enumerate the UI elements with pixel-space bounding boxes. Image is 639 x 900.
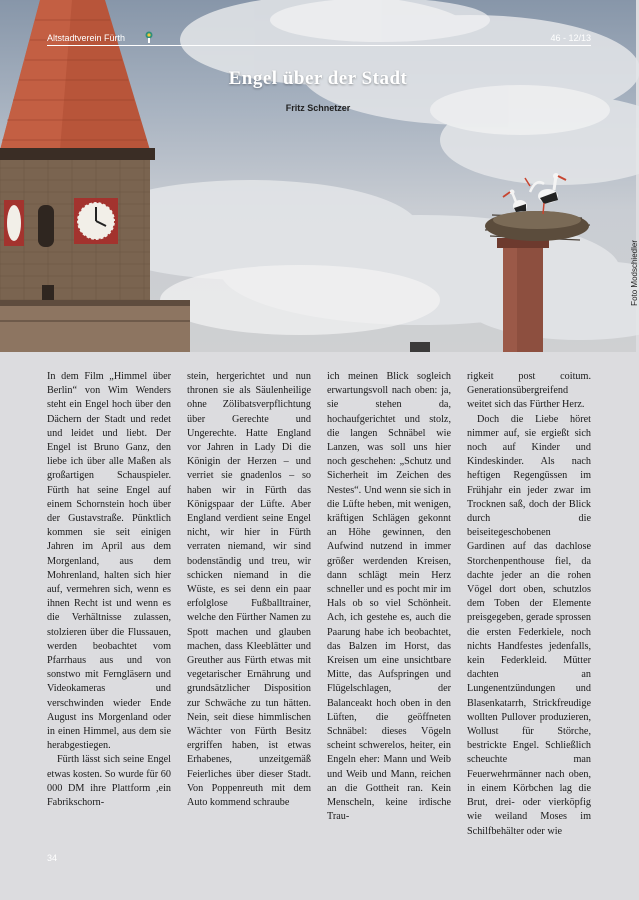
article-title: Engel über der Stadt xyxy=(228,68,408,89)
text-column-2 xyxy=(187,370,311,839)
running-header xyxy=(47,33,591,46)
paragraph: In dem Film „Himmel über Berlin“ von Wim Wenders steht ein Engel hoch über den Dächern der Stadt und redet und leidet und liebt. Der Engel ist Bruno Ganz, den liebe ich über alle Maßen als großartigen Schauspieler. Fürth hat seine Engel auf einem Schornstein hoch über der Gustavstraße. Pünktlich kommen sie seit einigen Jahren im April aus dem Morgenland, aus dem Mohrenland, halten sich hier auf, vermehren sich, wenn es ihnen Recht ist und wenn es die Verhältnisse zulassen, stolzieren über die Flussauen, werden beobachtet vom Pfarrhaus aus und von sonstwo mit Ferngläsern und Videokameras und verschwinden wieder Ende August ins Morgenland oder in einen Himmel, aus dem sie herabgestiegen. xyxy=(47,371,171,752)
paragraph: rigkeit post coitum. Generationsübergreifend weitet sich das Fürther Herz. xyxy=(467,371,591,411)
distant-chimney xyxy=(410,342,430,352)
society-logo-icon xyxy=(143,31,155,46)
hero-photo xyxy=(0,0,639,352)
publication-name: Altstadtverein Fürth xyxy=(47,33,126,43)
photo-credit: Foto Modschiedler xyxy=(630,240,639,306)
paragraph: stein, hergerichtet und nun thronen sie als Säulenheilige ohne Zölibatsverpflichtung über Gerechte und Ungerechte. Hatte England vor Jahren in Lady Di die Königin der Herzen – und verriet sie gnadenlos – so haben wir in Fürth das Königspaar der Lüfte. Aber England verdient seine Engel nicht, wir hier in Fürth verraten niemand, wir sind bodenständig und treu, wir schicken niemand in die Wüste, es sei denn ein paar erfolglose Fußballtrainer, welche den Fürther Namen zu Spott machen und glauben machen, dass Kleeblätter und Greuther aus Fürth etwas mit vegetarischer Ernährung und grundsätzlicher Disposition zur Schwäche zu tun hätten. Nein, seit diese himmlischen Wächter von Fürth Besitz ergriffen haben, ist etwas Erhabenes, unzeitgemäß Feierliches über dieser Stadt. Von Poppenreuth mit dem Auto kommend schraube xyxy=(187,371,311,809)
issue-number: 46 - 12/13 xyxy=(550,33,591,43)
text-column-4 xyxy=(467,370,591,839)
paragraph: ich meinen Blick sogleich erwartungsvoll nach oben: ja, sie stehen da, hochaufgerichtet und stolz, die langen Schnäbel wie Lanzen, was soll uns hier noch geschehen: „Schutz und Sicherheit im Zeichen des Nestes“. Und wenn sie sich in die Lüfte heben, mit wenigen, kräftigen Schlägen gekonnt an Höhe gewinnen, den Aufwind nutzend in immer größer werdenden Kreisen, dann schlägt mein Herz schneller und es pocht mir im Hals ob so viel Schönheit. Ach, ich gestehe es, auch die Paarung habe ich beobachtet, das Balzen im Horst, das Kreisen um eine unsichtbare Mitte, das Aufspringen und Flügelschlagen, der Balanceakt hoch oben in den Lüften, die geöffneten Schnäbel: dieses Vögeln scheint schwerelos, heiter, ein Engeln eher: Mann und Weib und Weib und Mann, reichen an die Gottheit ran. Kein Menscheln, keine irdische Trau- xyxy=(327,371,451,823)
article-author: Fritz Schnetzer xyxy=(285,103,351,113)
paragraph: Doch die Liebe höret nimmer auf, sie ergießt sich noch auf Kinder und Kindeskinder. Als nach heftigen Regengüssen im Frühjahr ein jeder zwar im Trocknen saß, doch der Blick durch die beiseitegeschobenen Gardinen auf das dachlose Storchenpenthouse fiel, da dachte jeder an die rohen Vögel dort oben, schutzlos dem Toben der Elemente preisgegeben, gerade sprossen die ersten Federkiele, noch nichts Handfestes jedenfalls, kein Federkleid. Mütter dachten an Lungenentzündungen und Blasenkatarrh, Strickfreudige wollten Pullover produzieren, Wollust für Störche, bestrickte Engel. Schließlich scheuchte man Feuerwehrmänner nach oben, in einem Körbchen lag die Brut, drei- oder vierköpfig wie weiland Moses im Schilfbehälter oder wie xyxy=(467,413,591,837)
page-number: 34 xyxy=(47,853,58,863)
paragraph: Fürth lässt sich seine Engel etwas kosten. So wurde für 60 000 DM ihre Plattform ,ein Fabrikschorn- xyxy=(47,754,171,809)
text-column-3 xyxy=(327,370,451,839)
hero-illustration xyxy=(0,0,636,352)
article-body xyxy=(47,370,591,839)
text-column-1 xyxy=(47,370,171,839)
